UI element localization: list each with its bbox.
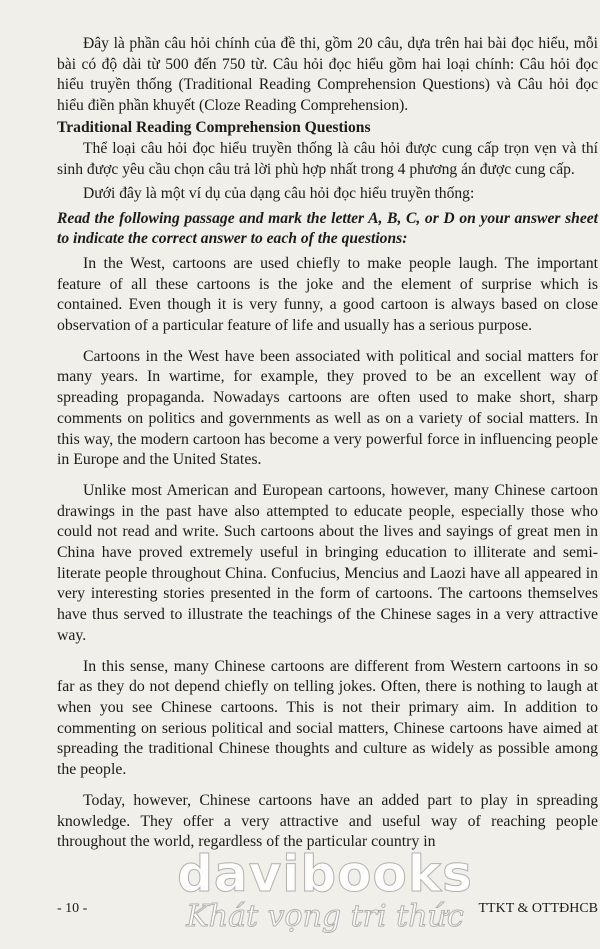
passage-paragraph-1: In the West, cartoons are used chiefly to make people laugh. The important feature of all these cartoons is the joke and the element of surprise which is contained. Even though it is very funny, a good cartoon is always based on close observation of a particular feature of life and usually has a serious purpose. [57,254,598,335]
section-heading: Traditional Reading Comprehension Questions [57,119,371,137]
page-number: - 10 - [57,901,88,916]
intro-paragraph-2: Thể loại câu hỏi đọc hiểu truyền thống là câu hỏi được cung cấp trọn vẹn và thí sinh được yêu cầu chọn câu trả lời phù hợp nhất trong 4 phương án được cung cấp. [57,139,598,178]
passage-paragraph-2: Cartoons in the West have been associated with political and social matters for many years. In wartime, for example, they proved to be an excellent way of spreading propaganda. Nowadays cartoons are often used to make short, sharp comments on politics and governments as well as on a variety of social matters. In this way, the modern cartoon has become a very powerful force in influencing people in Europe and the United States. [57,347,598,469]
intro-paragraph: Đây là phần câu hỏi chính của đề thi, gồm 20 câu, dựa trên hai bài đọc hiểu, mỗi bài có độ dài từ 500 đến 750 từ. Câu hỏi đọc hiểu gồm hai loại chính: Câu hỏi đọc hiểu truyền thống (Traditional Reading Comprehension Questions) và Câu hỏi đọc hiểu điền phần khuyết (Cloze Reading Comprehension). [57,35,598,114]
exercise-instruction: Read the following passage and mark the letter A, B, C, or D on your answer sheet to indicate the correct answer to each of the questions: [57,209,598,248]
watermark-logo: davibooks [177,845,473,903]
intro-paragraph-3: Dưới đây là một ví dụ của dạng câu hỏi đọc hiểu truyền thống: [83,185,475,203]
passage-paragraph-3: Unlike most American and European cartoons, however, many Chinese cartoon drawings in the past have also attempted to educate people, especially those who could not read and write. Such cartoons about the lives and sayings of great men in China have proved extremely useful in bringing education to illiterate and semi-literate people throughout China. Confucius, Mencius and Laozi have all appeared in very interesting stories presented in the form of cartoons. The cartoons themselves have thus served to illustrate the teachings of the Chinese sages in a very attractive way. [57,481,598,644]
reading-passage [57,254,598,853]
series-label: TTKT & OTTĐHCB [478,901,598,916]
passage-paragraph-5: Today, however, Chinese cartoons have an added part to play in spreading knowledge. They offer a very attractive and useful way of reaching people throughout the world, regardless of the particular country in [57,791,598,851]
document-page [57,34,598,853]
publisher-watermark [135,845,515,934]
passage-paragraph-4: In this sense, many Chinese cartoons are different from Western cartoons in so far as they do not depend chiefly on telling jokes. Often, there is nothing to laugh at when you see Chinese cartoons. This is not their primary aim. In addition to commenting on serious political and social matters, Chinese cartoons have aimed at spreading the traditional Chinese thoughts and culture as widely as possible among the people. [57,657,598,779]
watermark-tagline: Khát vọng tri thức [186,899,464,934]
